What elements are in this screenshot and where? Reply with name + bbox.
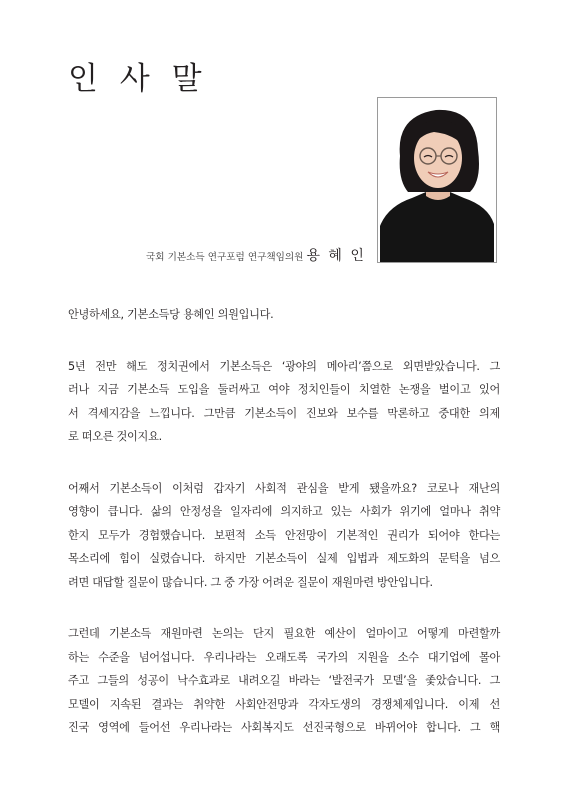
paragraph bbox=[68, 622, 500, 740]
text-line: 로 떠오른 것이지요. bbox=[68, 430, 162, 443]
text-line: 서 격세지감을 느낍니다. 그만큼 기본소득이 진보와 보수를 막론하고 중대한 의제 bbox=[68, 406, 500, 420]
text-line: 목소리에 힘이 실렸습니다. 하지만 기본소득이 실제 입법과 제도화의 문턱을 넘으 bbox=[68, 552, 500, 565]
text-line: 영향이 큽니다. 삶의 안정성을 일자리에 의지하고 있는 사회가 위기에 얼마나 취약 bbox=[68, 505, 500, 518]
paragraph bbox=[68, 477, 500, 595]
author-byline bbox=[146, 246, 374, 268]
text-line: 러나 지금 기본소득 도입을 둘러싸고 여야 정치인들이 치열한 논쟁을 벌이고 있어 bbox=[68, 383, 500, 396]
text-line: 안녕하세요, 기본소득당 용혜인 의원입니다. bbox=[68, 308, 274, 321]
text-line: 어째서 기본소득이 이처럼 갑자기 사회적 관심을 받게 됐을까요? 코로나 재난의 bbox=[68, 481, 500, 495]
text-line: 그런데 기본소득 재원마련 논의는 단지 필요한 예산이 얼마이고 어떻게 마련할까 bbox=[68, 627, 500, 640]
text-line: 모델이 지속된 결과는 취약한 사회안전망과 각자도생의 경쟁체제입니다. 이제 선 bbox=[68, 697, 500, 711]
greeting-body bbox=[68, 303, 500, 768]
text-line: 한지 모두가 경험했습니다. 보편적 소득 안전망이 기본적인 권리가 되어야 한다는 bbox=[68, 528, 500, 542]
text-line: 하는 수준을 넘어섭니다. 우리나라는 오래도록 국가의 지원을 소수 대기업에 몰아 bbox=[68, 650, 500, 664]
portrait-photo-icon bbox=[378, 98, 496, 262]
author-position: 국회 기본소득 연구포럼 연구책임의원 bbox=[146, 252, 304, 263]
text-line: 려면 대답할 질문이 많습니다. 그 중 가장 어려운 질문이 재원마련 방안입니다. bbox=[68, 575, 433, 589]
paragraph bbox=[68, 303, 500, 327]
text-line: 5년 전만 해도 정치권에서 기본소득은 ‘광야의 메아리’쯤으로 외면받았습니다. 그 bbox=[68, 359, 500, 373]
author-name: 용 혜 인 bbox=[306, 248, 366, 264]
text-line: 진국 영역에 들어선 우리나라는 사회복지도 선진국형으로 바뀌어야 합니다. 그 핵 bbox=[68, 721, 500, 734]
portrait-photo bbox=[377, 97, 497, 263]
page-title: 인 사 말 bbox=[68, 61, 208, 97]
text-line: 주고 그들의 성공이 낙수효과로 내려오길 바라는 ‘발전국가 모델’을 좇았습니다. 그 bbox=[68, 674, 500, 687]
paragraph bbox=[68, 355, 500, 449]
